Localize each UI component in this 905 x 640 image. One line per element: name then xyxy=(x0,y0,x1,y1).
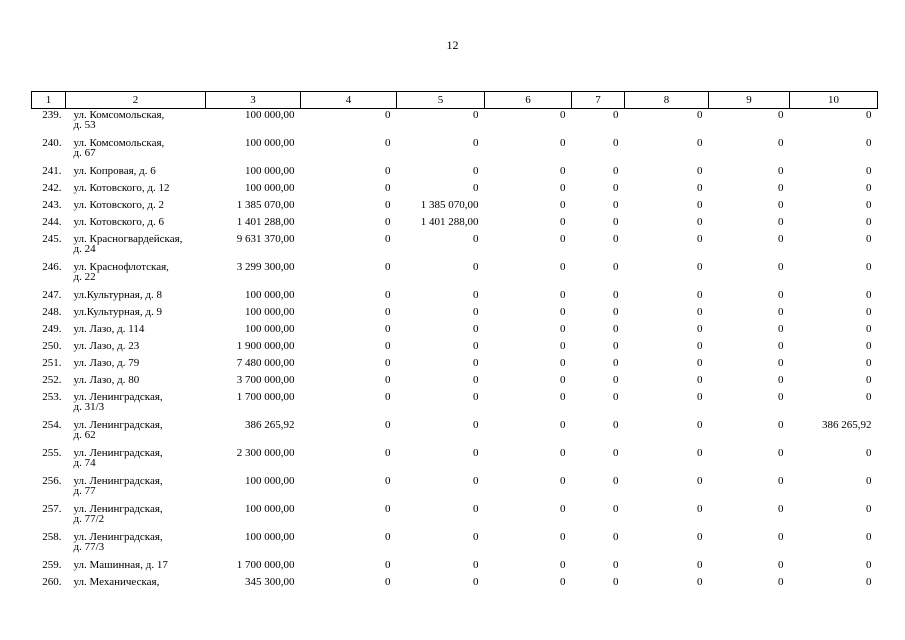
value-cell-c3: 100 000,00 xyxy=(245,289,295,301)
column-header: 8 xyxy=(625,92,709,109)
value-cell-c7: 0 xyxy=(613,306,619,318)
value-cell-c5: 0 xyxy=(473,391,479,403)
value-cell-c6: 0 xyxy=(560,233,566,245)
value-cell-c6: 0 xyxy=(560,165,566,177)
address-line: ул. Лазо, д. 80 xyxy=(73,374,140,386)
value-cell-c8: 0 xyxy=(697,340,703,352)
value-cell-c3: 2 300 000,00 xyxy=(236,447,295,459)
table-row xyxy=(32,419,878,447)
value-cell-c6: 0 xyxy=(560,323,566,335)
value-cell-c6: 0 xyxy=(560,475,566,487)
value-cell-c4: 0 xyxy=(385,447,391,459)
row-number: 244. xyxy=(42,216,62,228)
row-number: 251. xyxy=(42,357,62,369)
table-row xyxy=(32,447,878,475)
value-cell-c8: 0 xyxy=(697,374,703,386)
value-cell-c7: 0 xyxy=(613,165,619,177)
row-number: 255. xyxy=(42,447,62,459)
address-cell xyxy=(66,531,206,559)
value-cell-c6: 0 xyxy=(560,419,566,431)
address-cell xyxy=(66,475,206,503)
address-line-2: д. 77/3 xyxy=(73,541,105,553)
address-cell xyxy=(66,261,206,289)
value-cell-c7: 0 xyxy=(613,503,619,515)
address-line-2: д. 24 xyxy=(73,243,96,255)
table-row xyxy=(32,374,878,391)
column-header: 3 xyxy=(206,92,301,109)
table-row xyxy=(32,323,878,340)
table-row xyxy=(32,306,878,323)
address-line: ул. Механическая, xyxy=(73,576,160,588)
value-cell-c5: 1 401 288,00 xyxy=(420,216,479,228)
address-line: ул. Лазо, д. 79 xyxy=(73,357,140,369)
value-cell-c10: 0 xyxy=(866,340,872,352)
address-line: ул.Культурная, д. 9 xyxy=(73,306,162,318)
value-cell-c9: 0 xyxy=(778,374,784,386)
value-cell-c6: 0 xyxy=(560,306,566,318)
value-cell-c10: 0 xyxy=(866,306,872,318)
address-cell xyxy=(66,182,206,199)
value-cell-c4: 0 xyxy=(385,503,391,515)
address-line: ул. Краснофлотская, xyxy=(73,261,169,273)
address-cell xyxy=(66,289,206,306)
address-line: ул. Машинная, д. 17 xyxy=(73,559,168,571)
value-cell-c6: 0 xyxy=(560,531,566,543)
value-cell-c3: 7 480 000,00 xyxy=(236,357,295,369)
address-line-2: д. 77/2 xyxy=(73,513,105,525)
value-cell-c8: 0 xyxy=(697,391,703,403)
value-cell-c7: 0 xyxy=(613,216,619,228)
value-cell-c5: 0 xyxy=(473,340,479,352)
value-cell-c9: 0 xyxy=(778,216,784,228)
value-cell-c4: 0 xyxy=(385,475,391,487)
value-cell-c8: 0 xyxy=(697,233,703,245)
value-cell-c7: 0 xyxy=(613,137,619,149)
row-number: 240. xyxy=(42,137,62,149)
address-cell xyxy=(66,165,206,182)
value-cell-c10: 0 xyxy=(866,233,872,245)
address-line: ул. Ленинградская, xyxy=(73,503,163,515)
value-cell-c7: 0 xyxy=(613,531,619,543)
value-cell-c6: 0 xyxy=(560,374,566,386)
value-cell-c7: 0 xyxy=(613,419,619,431)
value-cell-c10: 0 xyxy=(866,216,872,228)
value-cell-c5: 0 xyxy=(473,531,479,543)
data-table xyxy=(31,91,878,593)
row-number: 260. xyxy=(42,576,62,588)
value-cell-c8: 0 xyxy=(697,475,703,487)
address-line: ул. Копровая, д. 6 xyxy=(73,165,156,177)
value-cell-c6: 0 xyxy=(560,340,566,352)
address-line: ул. Ленинградская, xyxy=(73,447,163,459)
table-row xyxy=(32,109,878,138)
value-cell-c9: 0 xyxy=(778,503,784,515)
value-cell-c3: 100 000,00 xyxy=(245,109,295,121)
value-cell-c8: 0 xyxy=(697,165,703,177)
value-cell-c3: 386 265,92 xyxy=(245,419,295,431)
row-number: 249. xyxy=(42,323,62,335)
value-cell-c6: 0 xyxy=(560,199,566,211)
address-line: ул. Котовского, д. 6 xyxy=(73,216,164,228)
address-line: ул. Котовского, д. 12 xyxy=(73,182,170,194)
value-cell-c3: 100 000,00 xyxy=(245,306,295,318)
column-header: 4 xyxy=(301,92,397,109)
value-cell-c9: 0 xyxy=(778,199,784,211)
row-number: 247. xyxy=(42,289,62,301)
value-cell-c7: 0 xyxy=(613,261,619,273)
address-line: ул. Ленинградская, xyxy=(73,531,163,543)
value-cell-c9: 0 xyxy=(778,576,784,588)
value-cell-c4: 0 xyxy=(385,419,391,431)
row-number: 259. xyxy=(42,559,62,571)
value-cell-c10: 0 xyxy=(866,199,872,211)
value-cell-c7: 0 xyxy=(613,559,619,571)
row-number: 257. xyxy=(42,503,62,515)
value-cell-c6: 0 xyxy=(560,182,566,194)
value-cell-c5: 0 xyxy=(473,109,479,121)
value-cell-c8: 0 xyxy=(697,182,703,194)
value-cell-c5: 0 xyxy=(473,576,479,588)
value-cell-c5: 0 xyxy=(473,419,479,431)
value-cell-c5: 0 xyxy=(473,233,479,245)
value-cell-c10: 0 xyxy=(866,447,872,459)
value-cell-c6: 0 xyxy=(560,216,566,228)
value-cell-c4: 0 xyxy=(385,559,391,571)
value-cell-c9: 0 xyxy=(778,261,784,273)
column-header: 7 xyxy=(572,92,625,109)
row-number: 243. xyxy=(42,199,62,211)
value-cell-c8: 0 xyxy=(697,559,703,571)
value-cell-c9: 0 xyxy=(778,531,784,543)
value-cell-c8: 0 xyxy=(697,531,703,543)
value-cell-c6: 0 xyxy=(560,576,566,588)
address-line-2: д. 31/3 xyxy=(73,401,105,413)
value-cell-c6: 0 xyxy=(560,391,566,403)
value-cell-c9: 0 xyxy=(778,109,784,121)
value-cell-c6: 0 xyxy=(560,357,566,369)
column-header: 9 xyxy=(709,92,790,109)
value-cell-c10: 0 xyxy=(866,357,872,369)
row-number: 242. xyxy=(42,182,62,194)
value-cell-c9: 0 xyxy=(778,559,784,571)
value-cell-c10: 0 xyxy=(866,475,872,487)
table-row xyxy=(32,531,878,559)
address-cell xyxy=(66,357,206,374)
row-number: 254. xyxy=(42,419,62,431)
value-cell-c3: 100 000,00 xyxy=(245,323,295,335)
address-line: ул. Ленинградская, xyxy=(73,391,163,403)
value-cell-c4: 0 xyxy=(385,289,391,301)
address-line-2: д. 74 xyxy=(73,457,96,469)
address-cell xyxy=(66,323,206,340)
column-header: 6 xyxy=(485,92,572,109)
value-cell-c4: 0 xyxy=(385,137,391,149)
address-line-2: д. 77 xyxy=(73,485,96,497)
value-cell-c4: 0 xyxy=(385,391,391,403)
table-row xyxy=(32,576,878,593)
row-number: 246. xyxy=(42,261,62,273)
row-number: 256. xyxy=(42,475,62,487)
address-line: ул.Культурная, д. 8 xyxy=(73,289,162,301)
address-cell xyxy=(66,374,206,391)
value-cell-c5: 0 xyxy=(473,323,479,335)
address-cell xyxy=(66,233,206,261)
value-cell-c7: 0 xyxy=(613,576,619,588)
value-cell-c8: 0 xyxy=(697,109,703,121)
address-cell xyxy=(66,306,206,323)
value-cell-c9: 0 xyxy=(778,182,784,194)
value-cell-c3: 3 700 000,00 xyxy=(236,374,295,386)
value-cell-c8: 0 xyxy=(697,576,703,588)
table-row xyxy=(32,137,878,165)
value-cell-c9: 0 xyxy=(778,447,784,459)
value-cell-c7: 0 xyxy=(613,233,619,245)
value-cell-c6: 0 xyxy=(560,559,566,571)
value-cell-c5: 0 xyxy=(473,289,479,301)
table-row xyxy=(32,357,878,374)
value-cell-c7: 0 xyxy=(613,447,619,459)
address-line: ул. Котовского, д. 2 xyxy=(73,199,164,211)
row-number: 253. xyxy=(42,391,62,403)
column-header: 5 xyxy=(397,92,485,109)
value-cell-c10: 0 xyxy=(866,289,872,301)
address-line-2: д. 53 xyxy=(73,119,96,131)
value-cell-c10: 0 xyxy=(866,531,872,543)
value-cell-c3: 100 000,00 xyxy=(245,475,295,487)
row-number: 241. xyxy=(42,165,62,177)
column-header: 10 xyxy=(790,92,878,109)
value-cell-c8: 0 xyxy=(697,261,703,273)
value-cell-c9: 0 xyxy=(778,233,784,245)
table-row xyxy=(32,475,878,503)
row-number: 248. xyxy=(42,306,62,318)
table-row xyxy=(32,233,878,261)
page-number: 12 xyxy=(446,38,459,52)
value-cell-c3: 3 299 300,00 xyxy=(236,261,295,273)
value-cell-c7: 0 xyxy=(613,323,619,335)
value-cell-c4: 0 xyxy=(385,531,391,543)
value-cell-c9: 0 xyxy=(778,357,784,369)
address-cell xyxy=(66,391,206,419)
value-cell-c5: 0 xyxy=(473,475,479,487)
address-cell xyxy=(66,109,206,138)
row-number: 250. xyxy=(42,340,62,352)
value-cell-c9: 0 xyxy=(778,306,784,318)
value-cell-c5: 0 xyxy=(473,559,479,571)
address-line-2: д. 22 xyxy=(73,271,96,283)
value-cell-c4: 0 xyxy=(385,576,391,588)
column-header: 1 xyxy=(32,92,66,109)
value-cell-c10: 0 xyxy=(866,165,872,177)
value-cell-c4: 0 xyxy=(385,261,391,273)
address-line-2: д. 62 xyxy=(73,429,96,441)
table-row xyxy=(32,289,878,306)
value-cell-c10: 0 xyxy=(866,503,872,515)
value-cell-c9: 0 xyxy=(778,323,784,335)
value-cell-c7: 0 xyxy=(613,109,619,121)
value-cell-c5: 0 xyxy=(473,182,479,194)
value-cell-c7: 0 xyxy=(613,357,619,369)
row-number: 239. xyxy=(42,109,62,121)
value-cell-c7: 0 xyxy=(613,475,619,487)
value-cell-c10: 0 xyxy=(866,374,872,386)
value-cell-c8: 0 xyxy=(697,289,703,301)
value-cell-c7: 0 xyxy=(613,182,619,194)
value-cell-c7: 0 xyxy=(613,391,619,403)
address-cell xyxy=(66,447,206,475)
value-cell-c6: 0 xyxy=(560,261,566,273)
address-line: ул. Лазо, д. 23 xyxy=(73,340,140,352)
value-cell-c5: 0 xyxy=(473,165,479,177)
value-cell-c7: 0 xyxy=(613,289,619,301)
value-cell-c10: 386 265,92 xyxy=(822,419,872,431)
address-line: ул. Красногвардейская, xyxy=(73,233,183,245)
value-cell-c9: 0 xyxy=(778,475,784,487)
address-line-2: д. 67 xyxy=(73,147,96,159)
table-row xyxy=(32,503,878,531)
header-row xyxy=(32,92,878,109)
value-cell-c8: 0 xyxy=(697,137,703,149)
value-cell-c4: 0 xyxy=(385,306,391,318)
value-cell-c8: 0 xyxy=(697,447,703,459)
value-cell-c6: 0 xyxy=(560,137,566,149)
value-cell-c9: 0 xyxy=(778,137,784,149)
value-cell-c8: 0 xyxy=(697,199,703,211)
table-row xyxy=(32,391,878,419)
value-cell-c5: 0 xyxy=(473,374,479,386)
value-cell-c9: 0 xyxy=(778,419,784,431)
value-cell-c3: 9 631 370,00 xyxy=(236,233,295,245)
value-cell-c8: 0 xyxy=(697,323,703,335)
value-cell-c10: 0 xyxy=(866,109,872,121)
value-cell-c5: 0 xyxy=(473,503,479,515)
row-number: 252. xyxy=(42,374,62,386)
value-cell-c3: 1 900 000,00 xyxy=(236,340,295,352)
value-cell-c4: 0 xyxy=(385,109,391,121)
table-row xyxy=(32,559,878,576)
value-cell-c8: 0 xyxy=(697,419,703,431)
value-cell-c3: 1 385 070,00 xyxy=(236,199,295,211)
value-cell-c8: 0 xyxy=(697,306,703,318)
value-cell-c3: 100 000,00 xyxy=(245,503,295,515)
address-cell xyxy=(66,576,206,593)
address-cell xyxy=(66,503,206,531)
value-cell-c5: 0 xyxy=(473,357,479,369)
value-cell-c3: 345 300,00 xyxy=(245,576,295,588)
address-line: ул. Комсомольская, xyxy=(73,137,165,149)
value-cell-c10: 0 xyxy=(866,323,872,335)
value-cell-c5: 0 xyxy=(473,306,479,318)
value-cell-c5: 0 xyxy=(473,447,479,459)
value-cell-c7: 0 xyxy=(613,340,619,352)
value-cell-c10: 0 xyxy=(866,391,872,403)
address-line: ул. Ленинградская, xyxy=(73,419,163,431)
value-cell-c4: 0 xyxy=(385,323,391,335)
value-cell-c5: 1 385 070,00 xyxy=(420,199,479,211)
value-cell-c4: 0 xyxy=(385,199,391,211)
value-cell-c7: 0 xyxy=(613,199,619,211)
value-cell-c4: 0 xyxy=(385,216,391,228)
value-cell-c4: 0 xyxy=(385,357,391,369)
value-cell-c8: 0 xyxy=(697,503,703,515)
row-number: 245. xyxy=(42,233,62,245)
address-line: ул. Комсомольская, xyxy=(73,109,165,121)
address-line: ул. Лазо, д. 114 xyxy=(73,323,145,335)
address-cell xyxy=(66,559,206,576)
value-cell-c6: 0 xyxy=(560,109,566,121)
value-cell-c9: 0 xyxy=(778,289,784,301)
address-cell xyxy=(66,216,206,233)
value-cell-c4: 0 xyxy=(385,233,391,245)
value-cell-c7: 0 xyxy=(613,374,619,386)
value-cell-c10: 0 xyxy=(866,576,872,588)
value-cell-c9: 0 xyxy=(778,391,784,403)
table-row xyxy=(32,182,878,199)
value-cell-c5: 0 xyxy=(473,261,479,273)
table-row xyxy=(32,199,878,216)
value-cell-c6: 0 xyxy=(560,447,566,459)
value-cell-c3: 1 700 000,00 xyxy=(236,559,295,571)
value-cell-c8: 0 xyxy=(697,216,703,228)
address-cell xyxy=(66,137,206,165)
table-row xyxy=(32,340,878,357)
value-cell-c10: 0 xyxy=(866,182,872,194)
table-row xyxy=(32,165,878,182)
table-row xyxy=(32,216,878,233)
value-cell-c10: 0 xyxy=(866,137,872,149)
column-header: 2 xyxy=(66,92,206,109)
address-cell xyxy=(66,199,206,216)
value-cell-c9: 0 xyxy=(778,165,784,177)
value-cell-c4: 0 xyxy=(385,165,391,177)
value-cell-c3: 1 401 288,00 xyxy=(236,216,295,228)
value-cell-c4: 0 xyxy=(385,340,391,352)
value-cell-c9: 0 xyxy=(778,340,784,352)
address-cell xyxy=(66,340,206,357)
value-cell-c6: 0 xyxy=(560,289,566,301)
value-cell-c8: 0 xyxy=(697,357,703,369)
value-cell-c5: 0 xyxy=(473,137,479,149)
value-cell-c4: 0 xyxy=(385,182,391,194)
value-cell-c10: 0 xyxy=(866,261,872,273)
value-cell-c6: 0 xyxy=(560,503,566,515)
address-line: ул. Ленинградская, xyxy=(73,475,163,487)
value-cell-c3: 1 700 000,00 xyxy=(236,391,295,403)
value-cell-c3: 100 000,00 xyxy=(245,182,295,194)
table-row xyxy=(32,261,878,289)
address-cell xyxy=(66,419,206,447)
value-cell-c3: 100 000,00 xyxy=(245,137,295,149)
value-cell-c4: 0 xyxy=(385,374,391,386)
value-cell-c3: 100 000,00 xyxy=(245,531,295,543)
value-cell-c10: 0 xyxy=(866,559,872,571)
value-cell-c3: 100 000,00 xyxy=(245,165,295,177)
row-number: 258. xyxy=(42,531,62,543)
